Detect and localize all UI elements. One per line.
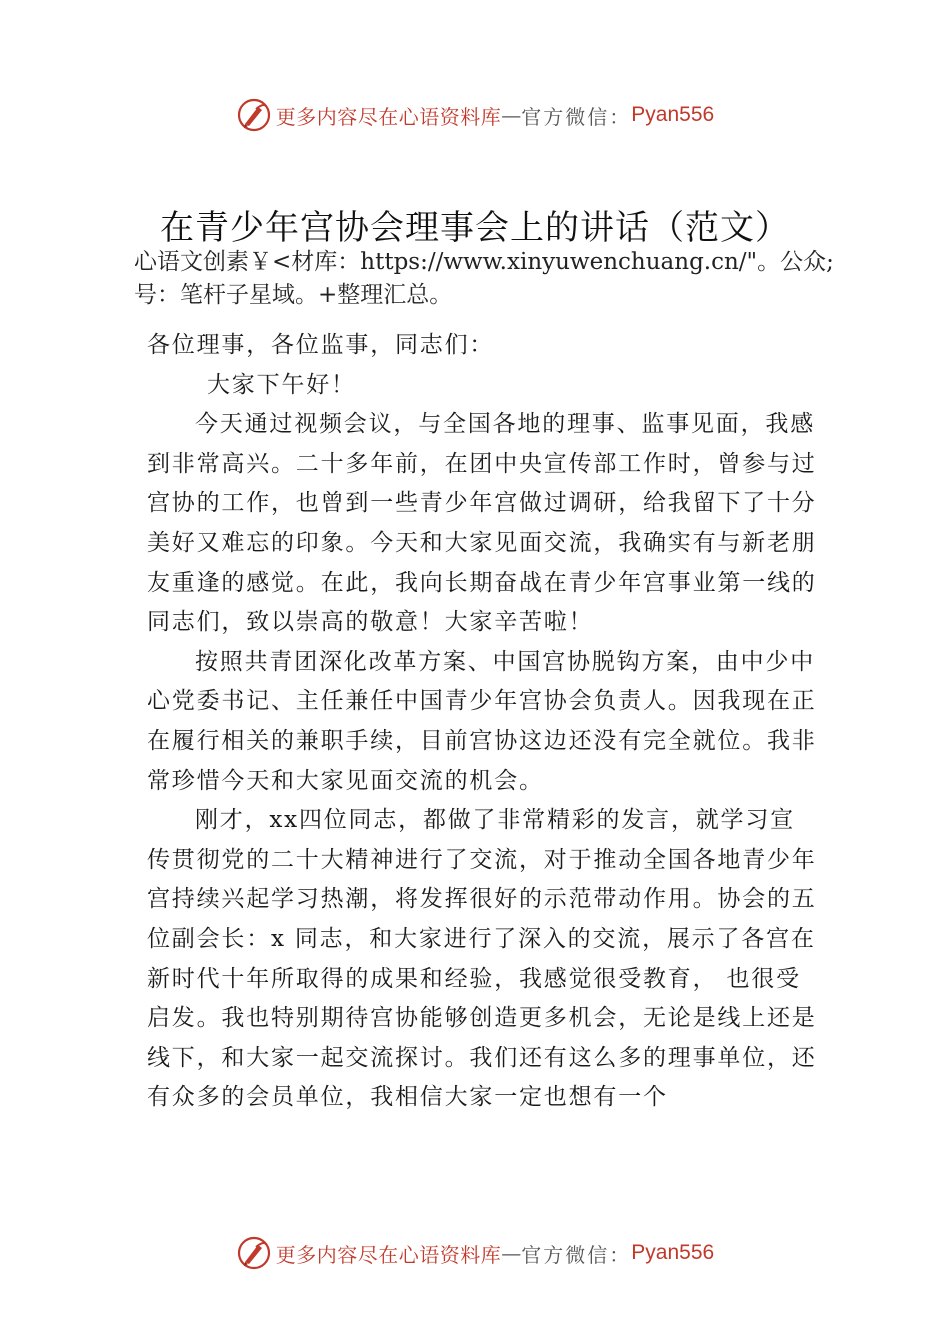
banner-main-text: 更多内容尽在心语资料库 <box>275 1242 502 1267</box>
document-body <box>147 326 817 1118</box>
banner-dash: — <box>501 1241 522 1265</box>
pen-logo-icon <box>236 1235 272 1271</box>
banner-dash: — <box>501 103 522 127</box>
banner-label: 官方微信： <box>521 1242 632 1267</box>
paragraph-1: 今天通过视频会议，与全国各地的理事、监事见面，我感到非常高兴。二十多年前，在团中央宣传部工作时，曾参与过宫协的工作，也曾到一些青少年宫做过调研，给我留下了十分美好又难忘的印象。今天和大家见面交流，我确实有与新老朋友重逢的感觉。在此，我向长期奋战在青少年宫事业第一线的同志们，致以崇高的敬意！大家辛苦啦！ <box>147 411 817 636</box>
banner-main-text: 更多内容尽在心语资料库 <box>275 104 502 129</box>
banner-wechat-id: Pyan556 <box>631 103 715 126</box>
banner-wechat-id: Pyan556 <box>631 1241 715 1264</box>
source-note: 心语文创素￥<材库：https://www.xinyuwenchuang.cn/"。公众;号：笔杆子星域。+整理汇总。 <box>134 249 834 308</box>
greeting: 大家下午好！ <box>207 371 356 398</box>
header-watermark-banner <box>0 95 950 135</box>
document-title: 在青少年宫协会理事会上的讲话（范文） <box>160 208 790 248</box>
salutation: 各位理事，各位监事，同志们： <box>147 332 495 358</box>
paragraph-3: 刚才，xx四位同志，都做了非常精彩的发言，就学习宣传贯彻党的二十大精神进行了交流，对于推动全国各地青少年宫持续兴起学习热潮，将发挥很好的示范带动作用。协会的五位副会长：x 同志，和大家进行了深入的交流，展示了各宫在新时代十年所取得的成果和经验，我感觉很受教育， 也很受启发。我也特别期待宫协能够创造更多机会，无论是线上还是线下，和大家一起交流探讨。我们还有这么多的理事单位，还有众多的会员单位，我相信大家一定也想有一个 <box>147 807 817 1111</box>
paragraph-2: 按照共青团深化改革方案、中国宫协脱钩方案，由中少中心党委书记、主任兼任中国青少年宫协会负责人。因我现在正在履行相关的兼职手续，目前宫协这边还没有完全就位。我非常珍惜今天和大家见面交流的机会。 <box>147 648 817 794</box>
footer-watermark-banner <box>0 1233 950 1273</box>
pen-logo-icon <box>236 97 272 133</box>
banner-label: 官方微信： <box>521 104 632 129</box>
